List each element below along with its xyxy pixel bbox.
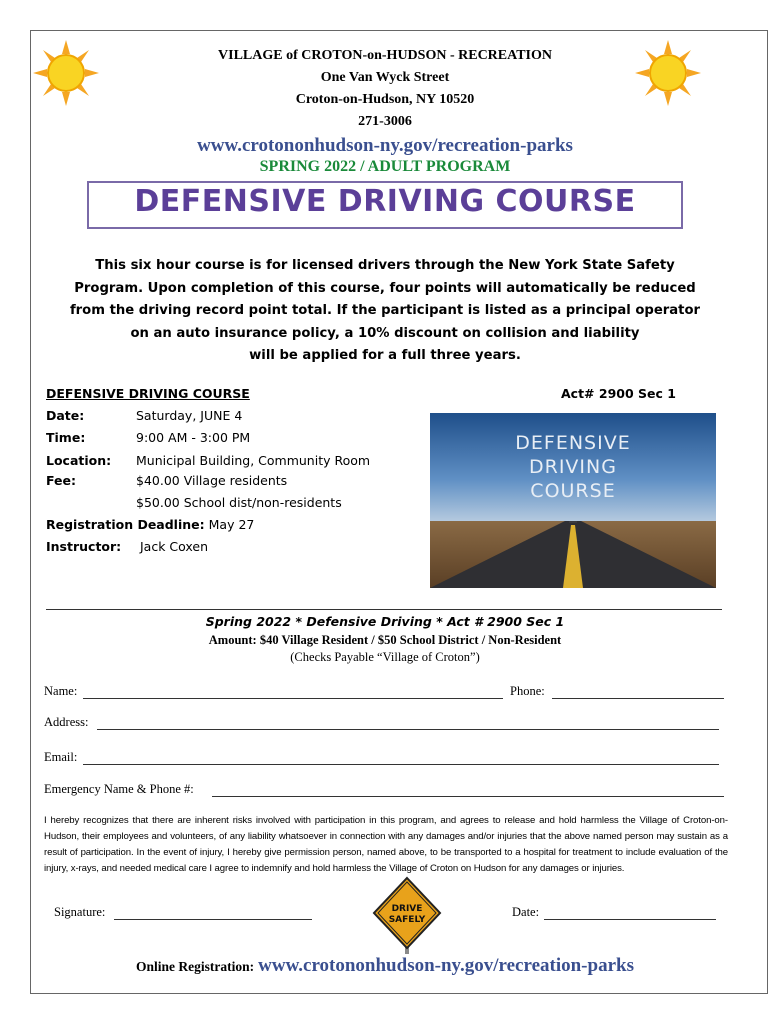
footer-link[interactable]: www.crotononhudson-ny.gov/recreation-parks	[258, 955, 634, 976]
form-amount: Amount: $40 Village Resident / $50 School District / Non-Resident	[208, 633, 562, 647]
name-label: Name:	[44, 684, 78, 698]
time-value: 9:00 AM - 3:00 PM	[136, 430, 251, 445]
emergency-field[interactable]	[212, 795, 724, 797]
date-field[interactable]	[544, 918, 716, 920]
form-checks: (Checks Payable “Village of Croton”)	[290, 650, 480, 664]
date-label: Date:	[46, 408, 85, 423]
intro-line: Program. Upon completion of this course, four points will automatically be reduced	[74, 280, 696, 296]
city-address: Croton-on-Hudson, NY 10520	[295, 92, 475, 107]
time-label: Time:	[46, 430, 86, 445]
sign-text-line: SAFELY	[388, 915, 426, 925]
email-field[interactable]	[83, 763, 719, 765]
footer	[0, 955, 770, 977]
phone-number: 271-3006	[358, 114, 412, 129]
intro-paragraph	[30, 255, 740, 368]
course-photo	[430, 413, 716, 588]
photo-text-line: DRIVING	[529, 456, 617, 478]
photo-text-line: COURSE	[530, 480, 616, 502]
signature-label: Signature:	[54, 905, 106, 919]
date-field-label: Date:	[512, 905, 540, 919]
deadline-value: May 27	[208, 517, 255, 532]
intro-line: on an auto insurance policy, a 10% discount on collision and liability	[130, 325, 640, 341]
emergency-label: Emergency Name & Phone #:	[44, 782, 194, 796]
date-value: Saturday, JUNE 4	[136, 408, 243, 423]
instructor-value: Jack Coxen	[140, 539, 209, 554]
org-name: VILLAGE of CROTON-on-HUDSON - RECREATION	[218, 48, 552, 63]
intro-line: from the driving record point total. If the participant is listed as a principal operator	[69, 303, 701, 318]
details-heading: DEFENSIVE DRIVING COURSE	[46, 386, 250, 401]
intro-line: will be applied for a full three years.	[249, 348, 521, 363]
intro-line: This six hour course is for licensed drivers through the New York State Safety	[95, 258, 675, 273]
location-value: Municipal Building, Community Room	[136, 453, 371, 468]
season-label: SPRING 2022 / ADULT PROGRAM	[259, 158, 511, 175]
form-heading: Spring 2022 * Defensive Driving * Act # 2900 Sec 1	[205, 614, 565, 629]
street-address: One Van Wyck Street	[320, 70, 450, 85]
drive-safely-sign-icon	[372, 876, 442, 954]
waiver-text: I hereby recognizes that there are inherent risks involved with participation in this program, and agrees to release and hold harmless the Village of Croton-on-Hudson, their employees and volunteers, of any liability whatsoever in connection with any damages and/or injuries that the above named person may sustain as a result of participation. In the event of injury, I hereby give permission person, named above, to be transported to a hospital for treatment to include evaluation of the injury, x-rays, and needed medical care I agree to indemnify and hold harmless the Village of Croton on Hudson for any damages or injuries.	[44, 815, 728, 874]
footer-label: Online Registration:	[136, 959, 255, 974]
address-label: Address:	[44, 715, 89, 729]
fee-label: Fee:	[46, 473, 76, 488]
phone-label: Phone:	[510, 684, 545, 698]
fee-resident: $40.00 Village residents	[136, 473, 288, 488]
page-title: DEFENSIVE DRIVING COURSE	[134, 184, 636, 219]
phone-field[interactable]	[552, 697, 724, 699]
fee-nonresident: $50.00 School dist/non-residents	[136, 495, 342, 510]
location-label: Location:	[46, 453, 112, 468]
sign-text-line: DRIVE	[391, 904, 423, 914]
email-label: Email:	[44, 750, 78, 764]
address-field[interactable]	[97, 728, 719, 730]
deadline-label: Registration Deadline:	[46, 517, 205, 532]
instructor-label: Instructor:	[46, 539, 122, 554]
name-field[interactable]	[83, 697, 503, 699]
photo-text-line: DEFENSIVE	[515, 432, 631, 454]
act-number: Act# 2900 Sec 1	[561, 386, 676, 401]
signature-field[interactable]	[114, 918, 312, 920]
deadline-row	[46, 517, 254, 532]
divider	[46, 609, 722, 610]
website-link[interactable]: www.crotononhudson-ny.gov/recreation-parks	[197, 135, 573, 156]
